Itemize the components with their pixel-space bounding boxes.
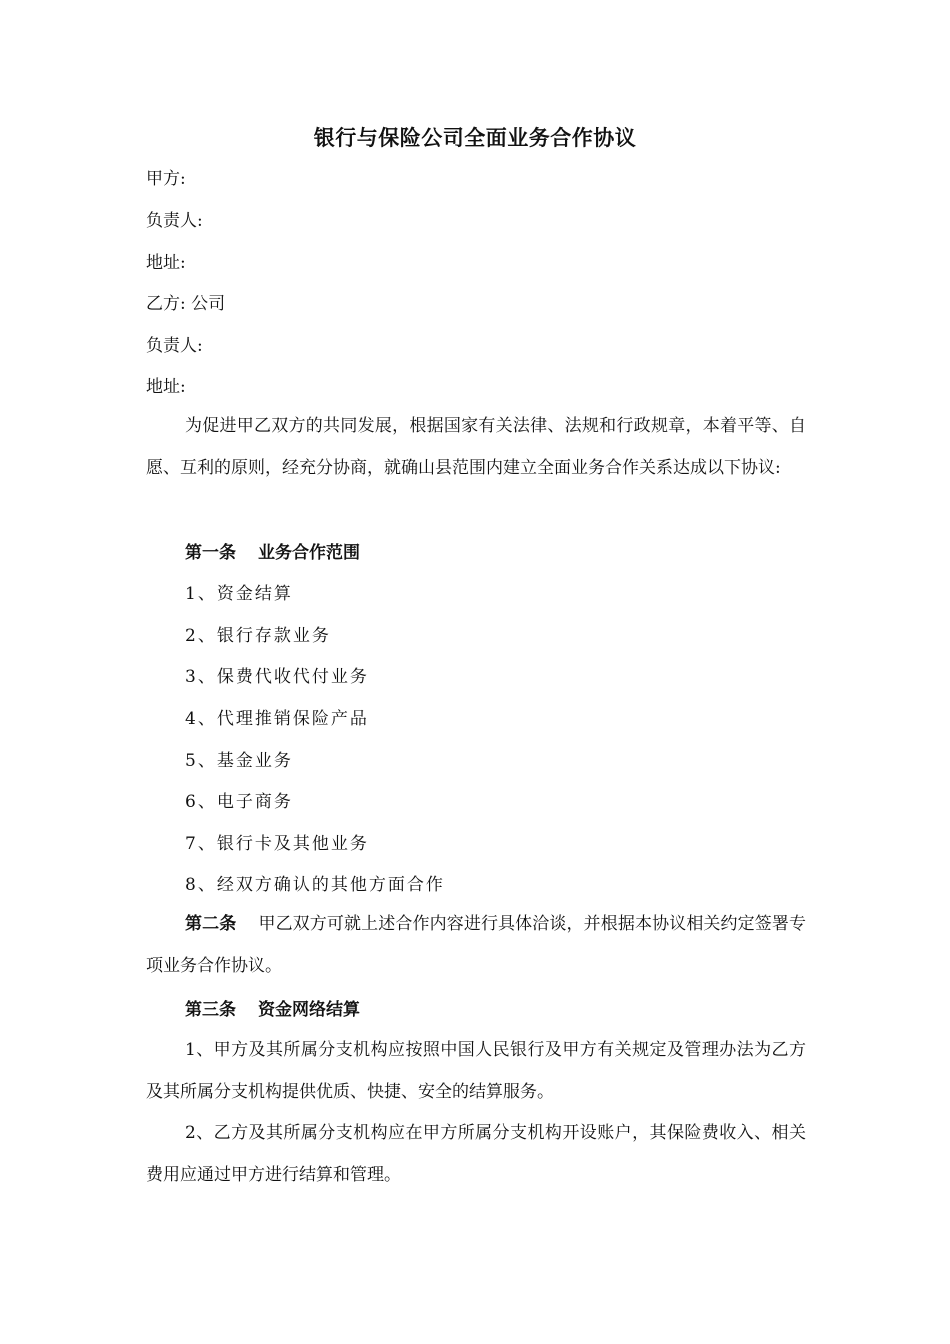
- article1-heading-line: [185, 541, 360, 565]
- article2-heading: 第二条: [185, 914, 237, 934]
- article3-paragraph-2: 2、乙方及其所属分支机构应在甲方所属分支机构开设账户，其保险费收入、相关费用应通过甲方进行结算和管理。: [146, 1123, 806, 1185]
- list-item: 6、电子商务: [185, 792, 293, 812]
- article2-text: 甲乙双方可就上述合作内容进行具体洽谈，并根据本协议相关约定签署专项业务合作协议。: [146, 914, 806, 976]
- list-item: 7、银行卡及其他业务: [185, 834, 369, 854]
- list-item: 3、保费代收代付业务: [185, 667, 369, 687]
- article3-heading-line: [185, 998, 360, 1022]
- party-a-address: 地址:: [146, 253, 186, 273]
- party-b-representative: 负责人:: [146, 336, 203, 356]
- article1-title: 业务合作范围: [258, 543, 360, 563]
- article1-heading: 第一条: [185, 543, 236, 563]
- document-title: 银行与保险公司全面业务合作协议: [313, 126, 637, 150]
- list-item: 5、基金业务: [185, 751, 293, 771]
- party-b-label: 乙方:: [146, 294, 186, 314]
- list-item: 1、资金结算: [185, 584, 293, 604]
- article3-paragraph-1: 1、甲方及其所属分支机构应按照中国人民银行及甲方有关规定及管理办法为乙方及其所属分支机构提供优质、快捷、安全的结算服务。: [146, 1040, 806, 1102]
- list-item: 4、代理推销保险产品: [185, 709, 369, 729]
- article3-heading: 第三条: [185, 1000, 236, 1020]
- article2-paragraph: [146, 903, 806, 987]
- party-a-representative: 负责人:: [146, 211, 203, 231]
- article3-title: 资金网络结算: [258, 1000, 360, 1020]
- list-item: 2、银行存款业务: [185, 626, 331, 646]
- list-item: 8、经双方确认的其他方面合作: [185, 875, 445, 895]
- party-a-label: 甲方:: [146, 169, 186, 189]
- party-b-name: 公司: [191, 294, 226, 314]
- preamble-paragraph: 为促进甲乙双方的共同发展，根据国家有关法律、法规和行政规章，本着平等、自愿、互利的原则，经充分协商，就确山县范围内建立全面业务合作关系达成以下协议:: [146, 416, 806, 478]
- party-b-address: 地址:: [146, 377, 186, 397]
- party-b-line: [146, 292, 225, 316]
